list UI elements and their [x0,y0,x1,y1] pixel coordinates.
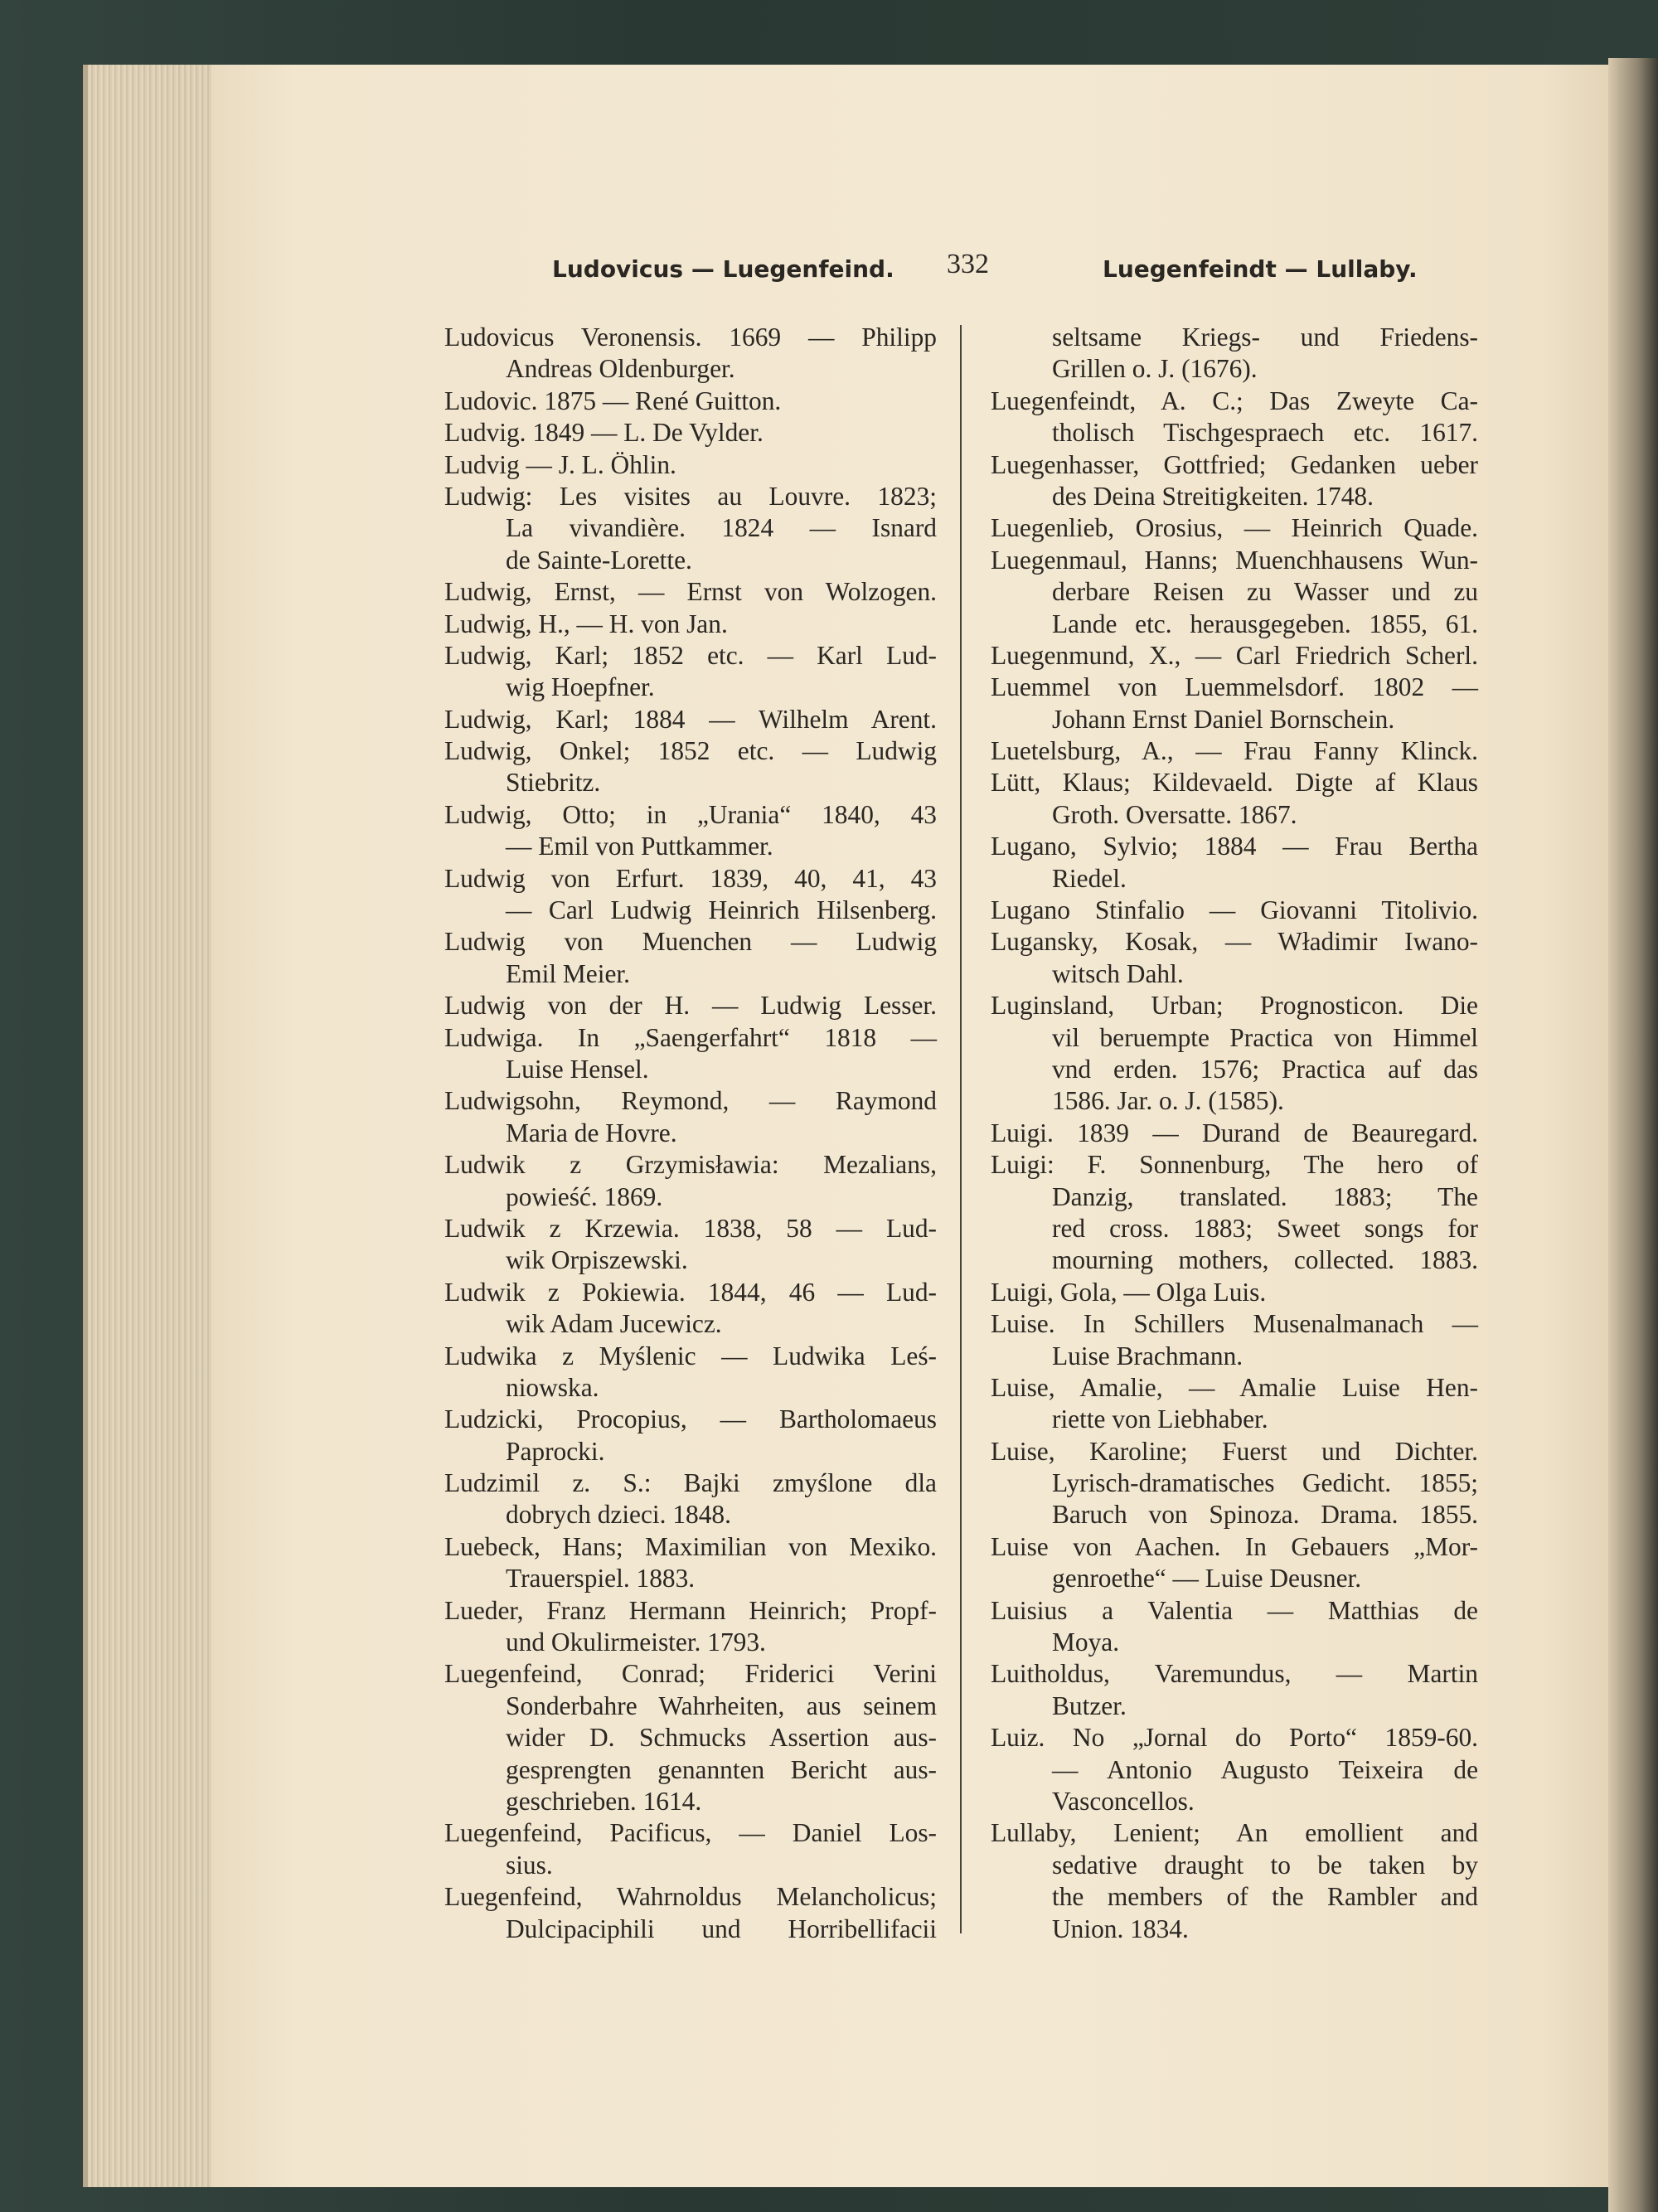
index-entry-line: Lugansky, Kosak, — Władimir Iwano- [991,927,1478,957]
index-entry-line: Maria de Hovre. [506,1118,677,1147]
index-entry-line: Johann Ernst Daniel Bornschein. [1052,704,1395,734]
running-header-right: Luegenfeindt — Lullaby. [1103,255,1418,283]
index-entry-line: Moya. [1052,1627,1120,1657]
index-entry-line: Baruch von Spinoza. Drama. 1855. [1052,1500,1478,1530]
index-entry-line: seltsame Kriegs- und Friedens- [1052,323,1478,352]
index-entry-line: the members of the Rambler and [1052,1882,1478,1912]
index-entry-line: vil beruempte Practica von Himmel [1052,1022,1478,1052]
index-entry-line: — Emil von Puttkammer. [506,832,773,861]
index-entry-line: powieść. 1869. [506,1181,663,1211]
column-divider [960,325,962,1933]
index-entry-line: Groth. Oversatte. 1867. [1052,799,1297,829]
index-entry-line: Luigi, Gola, — Olga Luis. [991,1277,1267,1307]
index-entry-line: Lugano, Sylvio; 1884 — Frau Bertha [991,832,1478,861]
index-entry-line: Ludvig. 1849 — L. De Vylder. [444,418,764,448]
index-entry-line: Luebeck, Hans; Maximilian von Mexiko. [444,1531,937,1561]
index-entry-line: Lullaby, Lenient; An emollient and [991,1818,1478,1848]
index-entry-line: gesprengten genannten Bericht aus- [506,1754,937,1784]
index-entry-line: Ludwig von der H. — Ludwig Lesser. [444,991,937,1021]
index-entry-line: des Deina Streitigkeiten. 1748. [1052,481,1374,511]
binding-shadow [1608,58,1658,2212]
index-entry-line: Lugano Stinfalio — Giovanni Titolivio. [991,895,1478,925]
page-number: 332 [947,249,989,279]
index-entry-line: Butzer. [1052,1691,1127,1720]
index-entry-line: Ludwig, Otto; in „Urania“ 1840, 43 [444,799,937,829]
index-entry-line: vnd erden. 1576; Practica auf das [1052,1054,1478,1084]
index-entry-line: Ludwiga. In „Saengerfahrt“ 1818 — [444,1022,937,1052]
index-entry-line: Emil Meier. [506,958,630,988]
index-entry-line: Ludzimil z. S.: Bajki zmyślone dla [444,1468,937,1498]
index-entry-line: Luigi: F. Sonnenburg, The hero of [991,1150,1478,1180]
index-entry-line: Luginsland, Urban; Prognosticon. Die [991,991,1478,1021]
index-entry-line: Ludwig, Ernst, — Ernst von Wolzogen. [444,577,937,607]
index-entry-line: Luise von Aachen. In Gebauers „Mor- [991,1531,1478,1561]
index-entry-line: Luetelsburg, A., — Frau Fanny Klinck. [991,736,1478,766]
index-entry-line: 1586. Jar. o. J. (1585). [1052,1086,1284,1116]
index-entry-line: Lütt, Klaus; Kildevaeld. Digte af Klaus [991,768,1478,798]
index-entry-line: geschrieben. 1614. [506,1786,702,1816]
index-entry-line: Stiebritz. [506,768,601,798]
index-entry-line: wik Adam Jucewicz. [506,1309,722,1339]
index-entry-line: derbare Reisen zu Wasser und zu [1052,577,1478,607]
index-entry-line: Luise. In Schillers Musenalmanach — [991,1309,1478,1339]
index-entry-line: Ludwig, Karl; 1852 etc. — Karl Lud- [444,640,937,670]
index-entry-line: Luegenlieb, Orosius, — Heinrich Quade. [991,513,1478,543]
index-entry-line: sedative draught to be taken by [1052,1850,1478,1880]
index-entry-line: riette von Liebhaber. [1052,1404,1268,1434]
index-entry-line: Luisius a Valentia — Matthias de [991,1595,1478,1625]
index-entry-line: Ludwig von Erfurt. 1839, 40, 41, 43 [444,863,937,893]
index-entry-line: red cross. 1883; Sweet songs for [1052,1213,1478,1243]
index-entry-line: und Okulirmeister. 1793. [506,1627,766,1657]
index-entry-line: Luegenfeind, Pacificus, — Daniel Los- [444,1818,937,1848]
left-column [444,322,937,1945]
index-entry-line: Ludwig von Muenchen — Ludwig [444,927,937,957]
index-entry-line: La vivandière. 1824 — Isnard [506,513,937,543]
index-entry-line: Ludwig, Onkel; 1852 etc. — Ludwig [444,736,937,766]
index-entry-line: Luegenmund, X., — Carl Friedrich Scherl. [991,640,1478,670]
index-entry-line: Lande etc. herausgegeben. 1855, 61. [1052,609,1478,638]
index-entry-line: Luise Brachmann. [1052,1341,1244,1370]
index-entry-line: Ludwig, H., — H. von Jan. [444,609,728,638]
index-entry-line: Vasconcellos. [1052,1786,1195,1816]
index-entry-line: Luigi. 1839 — Durand de Beauregard. [991,1118,1478,1147]
index-entry-line: Ludzicki, Procopius, — Bartholomaeus [444,1404,937,1434]
index-entry-line: Luise, Amalie, — Amalie Luise Hen- [991,1372,1478,1402]
index-entry-line: Ludovicus Veronensis. 1669 — Philipp [444,323,937,352]
index-entry-line: Ludovic. 1875 — René Guitton. [444,386,782,415]
index-entry-line: Luegenhasser, Gottfried; Gedanken ueber [991,449,1478,479]
index-entry-line: Grillen o. J. (1676). [1052,354,1258,384]
index-entry-line: Lueder, Franz Hermann Heinrich; Propf- [444,1595,937,1625]
index-entry-line: Luegenmaul, Hanns; Muenchhausens Wun- [991,545,1478,575]
index-entry-line: Luiz. No „Jornal do Porto“ 1859-60. [991,1723,1478,1753]
index-entry-line: genroethe“ — Luise Deusner. [1052,1564,1362,1594]
index-entry-line: Luise Hensel. [506,1054,649,1084]
index-entry-line: Dulcipaciphili und Horribellifacii [506,1914,937,1943]
index-entry-line: niowska. [506,1372,599,1402]
index-entry-line: Luemmel von Luemmelsdorf. 1802 — [991,672,1478,702]
index-entry-line: tholisch Tischgespraech etc. 1617. [1052,418,1478,448]
index-entry-line: Riedel. [1052,863,1127,893]
index-entry-line: Ludwig, Karl; 1884 — Wilhelm Arent. [444,704,937,734]
index-entry-line: — Carl Ludwig Heinrich Hilsenberg. [506,895,937,925]
index-entry-line: Ludvig — J. L. Öhlin. [444,449,676,479]
index-entry-line: Luegenfeind, Wahrnoldus Melancholicus; [444,1882,937,1912]
index-entry-line: Andreas Oldenburger. [506,354,735,384]
index-entry-line: wik Orpiszewski. [506,1245,688,1275]
index-entry-line: Ludwik z Pokiewia. 1844, 46 — Lud- [444,1277,937,1307]
index-entry-line: Ludwig: Les visites au Louvre. 1823; [444,481,937,511]
index-entry-line: wig Hoepfner. [506,672,655,702]
index-entry-line: Trauerspiel. 1883. [506,1564,696,1594]
index-entry-line: Ludwigsohn, Reymond, — Raymond [444,1086,937,1116]
index-entry-line: — Antonio Augusto Teixeira de [1052,1754,1478,1784]
index-entry-line: sius. [506,1850,553,1880]
index-entry-line: Luitholdus, Varemundus, — Martin [991,1659,1478,1689]
index-entry-line: wider D. Schmucks Assertion aus- [506,1723,937,1753]
index-entry-line: Ludwika z Myślenic — Ludwika Leś- [444,1341,937,1370]
index-entry-line: Lyrisch-dramatisches Gedicht. 1855; [1052,1468,1478,1498]
running-header-left: Ludovicus — Luegenfeind. [552,255,894,283]
index-entry-line: Luise, Karoline; Fuerst und Dichter. [991,1436,1478,1466]
index-entry-line: dobrych dzieci. 1848. [506,1500,731,1530]
index-entry-line: mourning mothers, collected. 1883. [1052,1245,1478,1275]
index-entry-line: witsch Dahl. [1052,958,1184,988]
index-entry-line: Paprocki. [506,1436,605,1466]
index-entry-line: Sonderbahre Wahrheiten, aus seinem [506,1691,937,1720]
right-column [991,322,1478,1945]
index-entry-line: Luegenfeindt, A. C.; Das Zweyte Ca- [991,386,1478,415]
index-entry-line: Ludwik z Grzymisławia: Mezalians, [444,1150,937,1180]
index-entry-line: Union. 1834. [1052,1914,1189,1943]
index-entry-line: Danzig, translated. 1883; The [1052,1181,1478,1211]
index-entry-line: de Sainte-Lorette. [506,545,692,575]
index-entry-line: Luegenfeind, Conrad; Friderici Verini [444,1659,937,1689]
index-entry-line: Ludwik z Krzewia. 1838, 58 — Lud- [444,1213,937,1243]
